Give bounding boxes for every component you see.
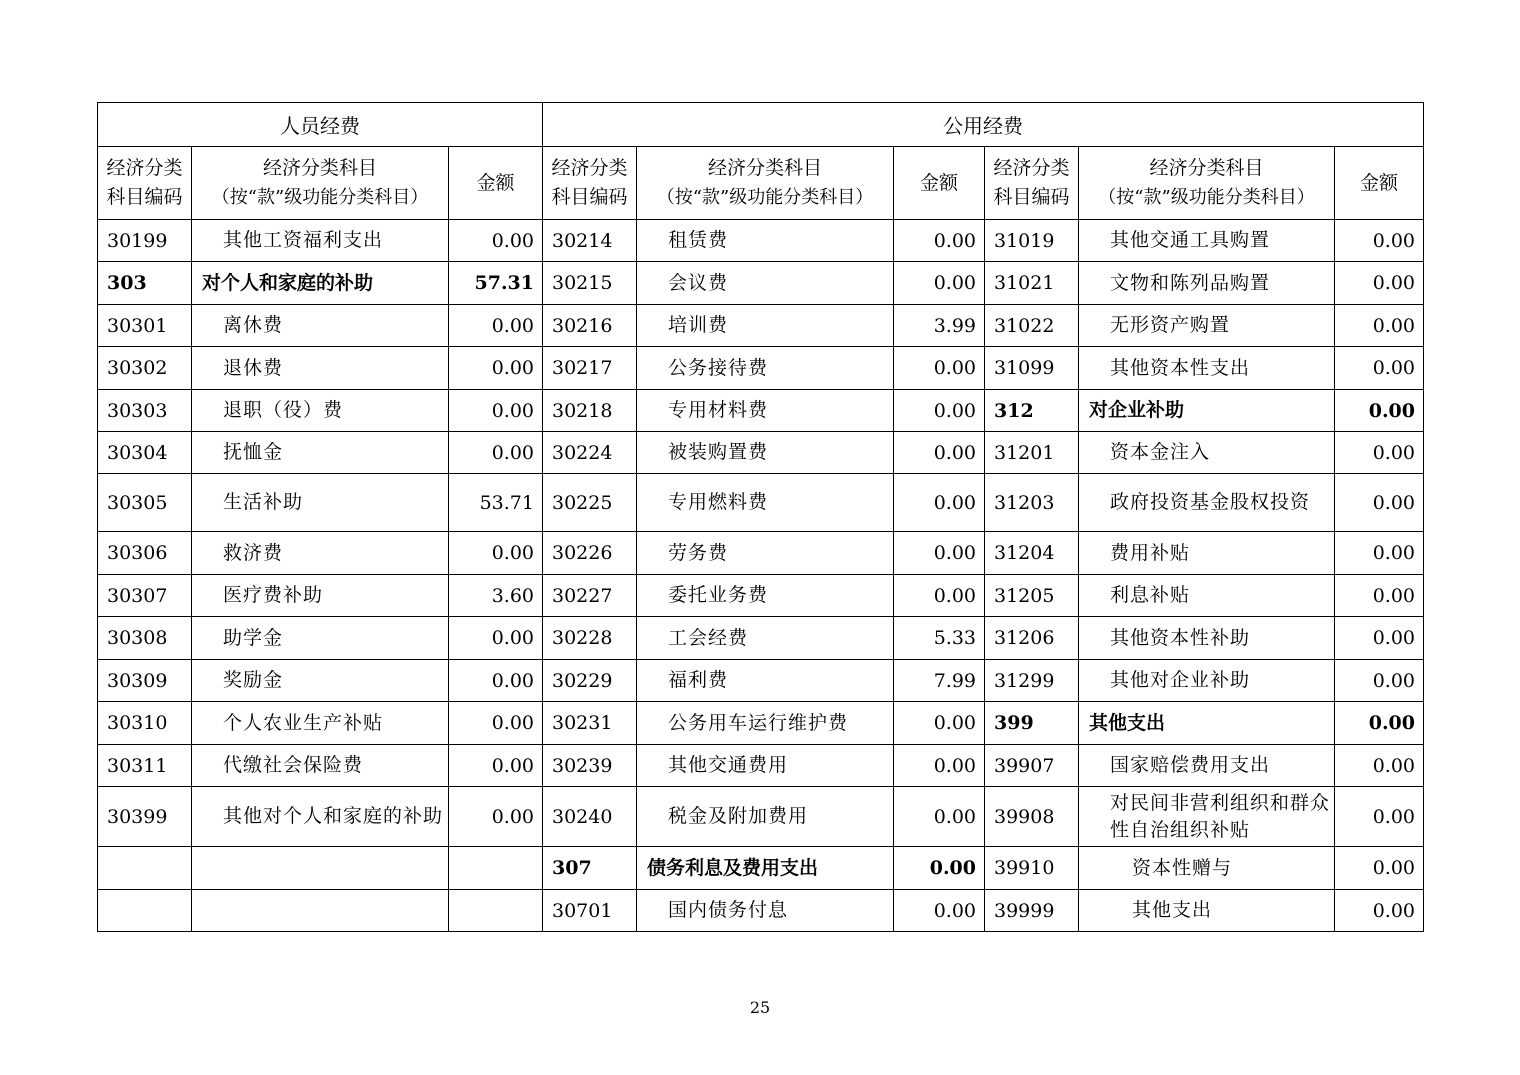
item-subject: 离休费 (192, 305, 449, 347)
item-amount: 3.99 (894, 305, 985, 347)
item-amount: 0.00 (449, 532, 543, 575)
amount-header: 金额 (894, 147, 985, 220)
table-row (98, 474, 1424, 532)
item-code: 30228 (543, 617, 637, 660)
item-code (98, 847, 192, 890)
item-subject: 福利费 (637, 660, 894, 702)
table-row (98, 890, 1424, 932)
table-row (98, 262, 1424, 305)
expenditure-table (97, 102, 1424, 932)
item-amount: 0.00 (449, 660, 543, 702)
item-code: 30305 (98, 474, 192, 532)
item-amount: 0.00 (894, 220, 985, 262)
item-subject: 政府投资基金股权投资 (1079, 474, 1335, 532)
public-group-header: 公用经费 (543, 103, 1424, 147)
personnel-group-header: 人员经费 (98, 103, 543, 147)
item-code: 31201 (985, 432, 1079, 474)
item-amount: 0.00 (894, 745, 985, 787)
item-code: 30226 (543, 532, 637, 575)
item-subject: 个人农业生产补贴 (192, 702, 449, 745)
table-row (98, 847, 1424, 890)
item-subject: 助学金 (192, 617, 449, 660)
table-row (98, 745, 1424, 787)
item-amount: 0.00 (1335, 474, 1424, 532)
item-amount: 0.00 (1335, 890, 1424, 932)
item-amount: 0.00 (1335, 347, 1424, 390)
item-subject: 委托业务费 (637, 575, 894, 617)
item-subject: 公务接待费 (637, 347, 894, 390)
item-subject: 生活补助 (192, 474, 449, 532)
item-code: 31203 (985, 474, 1079, 532)
item-code: 303 (98, 262, 192, 305)
item-code: 30214 (543, 220, 637, 262)
item-code: 39910 (985, 847, 1079, 890)
item-subject: 其他交通工具购置 (1079, 220, 1335, 262)
item-subject: 其他交通费用 (637, 745, 894, 787)
table-row (98, 532, 1424, 575)
item-amount: 0.00 (894, 390, 985, 432)
item-code: 30218 (543, 390, 637, 432)
item-subject: 培训费 (637, 305, 894, 347)
item-subject: 代缴社会保险费 (192, 745, 449, 787)
item-amount: 0.00 (1335, 617, 1424, 660)
item-code: 30215 (543, 262, 637, 305)
table-row (98, 305, 1424, 347)
item-amount: 0.00 (894, 262, 985, 305)
item-subject: 税金及附加费用 (637, 787, 894, 847)
item-code: 30310 (98, 702, 192, 745)
item-amount: 0.00 (894, 847, 985, 890)
subject-header: 经济分类科目 （按“款”级功能分类科目） (192, 147, 449, 220)
item-amount: 0.00 (449, 432, 543, 474)
item-amount: 0.00 (449, 702, 543, 745)
item-code: 30224 (543, 432, 637, 474)
item-amount: 0.00 (1335, 532, 1424, 575)
item-subject (192, 847, 449, 890)
item-amount: 0.00 (1335, 745, 1424, 787)
item-subject: 退休费 (192, 347, 449, 390)
item-subject: 工会经费 (637, 617, 894, 660)
item-code: 30199 (98, 220, 192, 262)
item-code: 39999 (985, 890, 1079, 932)
item-code: 39908 (985, 787, 1079, 847)
item-subject: 被装购置费 (637, 432, 894, 474)
item-subject: 债务利息及费用支出 (637, 847, 894, 890)
item-subject: 其他支出 (1079, 890, 1335, 932)
item-subject: 国家赔偿费用支出 (1079, 745, 1335, 787)
item-subject: 无形资产购置 (1079, 305, 1335, 347)
page-number: 25 (749, 998, 771, 1017)
item-amount: 0.00 (1335, 432, 1424, 474)
item-code: 31204 (985, 532, 1079, 575)
item-amount: 0.00 (894, 787, 985, 847)
item-subject: 其他资本性支出 (1079, 347, 1335, 390)
amount-header: 金额 (449, 147, 543, 220)
item-amount: 0.00 (894, 575, 985, 617)
subject-header: 经济分类科目 （按“款”级功能分类科目） (1079, 147, 1335, 220)
item-amount: 57.31 (449, 262, 543, 305)
item-subject: 租赁费 (637, 220, 894, 262)
item-subject: 文物和陈列品购置 (1079, 262, 1335, 305)
item-code: 39907 (985, 745, 1079, 787)
item-amount: 5.33 (894, 617, 985, 660)
item-code: 30304 (98, 432, 192, 474)
item-code: 30240 (543, 787, 637, 847)
item-amount: 0.00 (449, 390, 543, 432)
item-subject: 对个人和家庭的补助 (192, 262, 449, 305)
item-subject: 对企业补助 (1079, 390, 1335, 432)
item-code: 31019 (985, 220, 1079, 262)
item-subject (192, 890, 449, 932)
item-subject: 专用燃料费 (637, 474, 894, 532)
item-amount (449, 847, 543, 890)
table-row (98, 787, 1424, 847)
item-amount: 0.00 (1335, 220, 1424, 262)
item-amount: 0.00 (1335, 702, 1424, 745)
item-subject: 救济费 (192, 532, 449, 575)
item-code: 30239 (543, 745, 637, 787)
table-row (98, 575, 1424, 617)
table-row (98, 702, 1424, 745)
item-code: 399 (985, 702, 1079, 745)
table-body (98, 220, 1424, 932)
item-amount: 0.00 (894, 432, 985, 474)
item-amount: 0.00 (449, 305, 543, 347)
item-amount: 0.00 (1335, 262, 1424, 305)
item-subject: 国内债务付息 (637, 890, 894, 932)
item-subject: 其他支出 (1079, 702, 1335, 745)
item-subject: 会议费 (637, 262, 894, 305)
item-amount: 0.00 (894, 702, 985, 745)
subject-header: 经济分类科目 （按“款”级功能分类科目） (637, 147, 894, 220)
item-code: 31205 (985, 575, 1079, 617)
item-code: 30307 (98, 575, 192, 617)
item-subject: 其他对个人和家庭的补助 (192, 787, 449, 847)
item-amount: 0.00 (449, 787, 543, 847)
item-amount: 0.00 (1335, 847, 1424, 890)
item-code: 30311 (98, 745, 192, 787)
item-code: 30306 (98, 532, 192, 575)
item-subject: 费用补贴 (1079, 532, 1335, 575)
item-amount: 3.60 (449, 575, 543, 617)
item-amount: 0.00 (894, 532, 985, 575)
item-subject: 专用材料费 (637, 390, 894, 432)
item-code: 30225 (543, 474, 637, 532)
item-code: 30303 (98, 390, 192, 432)
amount-header: 金额 (1335, 147, 1424, 220)
item-subject: 抚恤金 (192, 432, 449, 474)
item-amount: 0.00 (449, 745, 543, 787)
item-code: 30229 (543, 660, 637, 702)
code-header: 经济分类 科目编码 (543, 147, 637, 220)
item-code: 30701 (543, 890, 637, 932)
item-amount: 0.00 (894, 474, 985, 532)
item-code: 312 (985, 390, 1079, 432)
item-code: 30308 (98, 617, 192, 660)
code-header: 经济分类 科目编码 (985, 147, 1079, 220)
item-amount: 0.00 (1335, 787, 1424, 847)
table-row (98, 617, 1424, 660)
item-code: 30399 (98, 787, 192, 847)
item-code: 30231 (543, 702, 637, 745)
item-amount: 0.00 (1335, 660, 1424, 702)
item-amount (449, 890, 543, 932)
item-code: 30302 (98, 347, 192, 390)
item-subject: 劳务费 (637, 532, 894, 575)
item-code: 30217 (543, 347, 637, 390)
item-amount: 0.00 (1335, 305, 1424, 347)
item-amount: 0.00 (449, 347, 543, 390)
item-amount: 7.99 (894, 660, 985, 702)
table-row (98, 220, 1424, 262)
item-code: 30301 (98, 305, 192, 347)
table-row (98, 660, 1424, 702)
item-amount: 0.00 (894, 347, 985, 390)
item-code: 31206 (985, 617, 1079, 660)
item-code: 307 (543, 847, 637, 890)
item-code: 30227 (543, 575, 637, 617)
item-subject: 资本金注入 (1079, 432, 1335, 474)
table-row (98, 347, 1424, 390)
item-code: 31299 (985, 660, 1079, 702)
item-subject: 其他工资福利支出 (192, 220, 449, 262)
code-header: 经济分类 科目编码 (98, 147, 192, 220)
item-amount: 0.00 (1335, 575, 1424, 617)
item-code: 30309 (98, 660, 192, 702)
item-amount: 0.00 (449, 220, 543, 262)
item-subject: 其他资本性补助 (1079, 617, 1335, 660)
item-code: 31099 (985, 347, 1079, 390)
item-amount: 53.71 (449, 474, 543, 532)
item-subject: 医疗费补助 (192, 575, 449, 617)
item-code: 30216 (543, 305, 637, 347)
item-subject: 对民间非营利组织和群众性自治组织补贴 (1079, 787, 1335, 847)
item-subject: 其他对企业补助 (1079, 660, 1335, 702)
item-subject: 奖励金 (192, 660, 449, 702)
item-code: 31021 (985, 262, 1079, 305)
table-row (98, 390, 1424, 432)
item-amount: 0.00 (1335, 390, 1424, 432)
table-row (98, 432, 1424, 474)
item-subject: 退职（役）费 (192, 390, 449, 432)
item-subject: 公务用车运行维护费 (637, 702, 894, 745)
item-code: 31022 (985, 305, 1079, 347)
item-amount: 0.00 (894, 890, 985, 932)
item-subject: 利息补贴 (1079, 575, 1335, 617)
item-amount: 0.00 (449, 617, 543, 660)
item-subject: 资本性赠与 (1079, 847, 1335, 890)
item-code (98, 890, 192, 932)
